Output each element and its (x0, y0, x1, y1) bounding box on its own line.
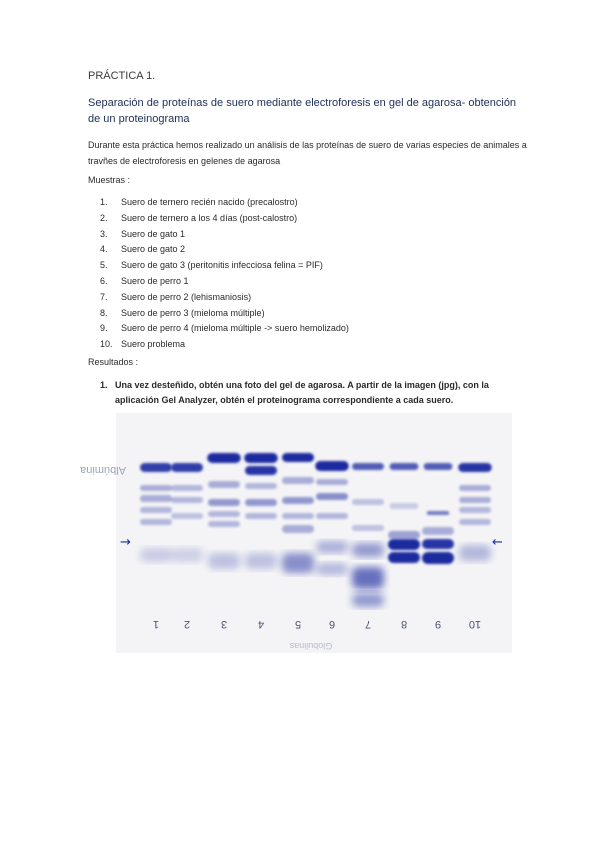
gel-band (422, 527, 454, 535)
gel-band (140, 485, 172, 491)
list-item-number: 1. (100, 197, 108, 207)
gel-band (459, 545, 491, 561)
gel-lane-label: 10 (468, 618, 482, 630)
gel-top-label: Albúmina (80, 464, 126, 476)
gel-band (388, 531, 420, 539)
gel-band (140, 548, 172, 562)
list-item-number: 3. (100, 228, 108, 239)
gel-band (315, 461, 349, 471)
list-item-text: Suero de gato 2 (121, 244, 186, 255)
gel-band (140, 519, 172, 525)
list-item-text: Suero de perro 3 (mieloma múltiple) (121, 307, 265, 318)
list-item (100, 258, 349, 274)
gel-band (245, 466, 277, 475)
gel-band (282, 525, 314, 533)
list-item (100, 306, 349, 322)
gel-band (282, 453, 314, 462)
list-item-number: 6. (100, 275, 108, 286)
list-item (100, 274, 349, 290)
gel-band (208, 511, 240, 517)
gel-band (316, 513, 348, 519)
gel-band (427, 511, 449, 515)
gel-band (282, 477, 314, 484)
list-item-text: Suero problema (121, 339, 186, 350)
list-item-text: Suero de gato 1 (121, 228, 186, 239)
gel-band (459, 507, 491, 513)
gel-lane-label: 8 (400, 618, 408, 630)
gel-band (245, 513, 277, 519)
gel-band (140, 495, 172, 502)
gel-band (459, 497, 491, 503)
gel-band (388, 539, 420, 550)
gel-bottom-label: Globulinas (289, 641, 333, 651)
list-item-number: 9. (100, 323, 108, 334)
gel-lane-label: 5 (294, 618, 302, 630)
gel-band (390, 463, 419, 470)
right-marker-arrow: ← (492, 535, 503, 550)
task-text: Una vez desteñido, obtén una foto del gel de agarosa. A partir de la imagen (jpg), con la aplicación Gel Analyzer, obtén el proteinograma correspondiente a cada suero. (115, 380, 489, 405)
gel-band (316, 541, 348, 553)
task-item (100, 378, 510, 408)
gel-lane-label: 7 (364, 618, 372, 630)
gel-band (388, 552, 420, 563)
gel-band (352, 567, 384, 589)
list-item-number: 2. (100, 212, 108, 223)
gel-band (459, 485, 491, 491)
intro-paragraph: Durante esta práctica hemos realizado un análisis de las proteínas de suero de varias especies de animales a travñes de electroforesis en gelenes de agarosa (88, 140, 527, 166)
task-number: 1. (100, 380, 108, 390)
list-item (100, 321, 349, 337)
gel-band (282, 497, 314, 504)
gel-band (316, 563, 348, 575)
gel-lane-label: 9 (434, 618, 442, 630)
gel-band (171, 497, 203, 503)
list-item (100, 227, 349, 243)
gel-band (171, 485, 203, 491)
list-item-number: 4. (100, 244, 108, 255)
gel-band (459, 519, 491, 525)
samples-label: Muestras : (88, 175, 131, 185)
results-label: Resultados : (88, 357, 139, 367)
list-item (100, 195, 349, 211)
gel-band (171, 513, 203, 519)
gel-band (352, 463, 384, 470)
sample-list (100, 195, 349, 353)
gel-band (208, 499, 240, 506)
list-item-text: Suero de gato 3 (peritonitis infecciosa felina = PIF) (121, 260, 323, 271)
gel-band (208, 481, 240, 488)
list-item-text: Suero de perro 1 (121, 275, 189, 286)
gel-band (352, 593, 384, 607)
gel-band (245, 499, 277, 506)
document-subtitle: Separación de proteínas de suero mediante electroforesis en gel de agarosa- obtención de un proteinograma (88, 97, 517, 125)
gel-lane-label: 3 (220, 618, 228, 630)
list-item-text: Suero de perro 4 (mieloma múltiple -> suero hemolizado) (121, 323, 349, 334)
gel-lane-label: 6 (328, 618, 336, 630)
left-marker-arrow: → (120, 535, 131, 550)
gel-lane-label: 2 (183, 618, 191, 630)
list-item-text: Suero de ternero a los 4 días (post-calostro) (121, 212, 298, 223)
list-item-number: 8. (100, 307, 108, 318)
gel-band (316, 493, 348, 500)
list-item-text: Suero de perro 2 (lehismaniosis) (121, 291, 252, 302)
gel-band (352, 499, 384, 505)
gel-band (171, 548, 203, 562)
gel-band (282, 553, 314, 573)
gel-band (140, 507, 172, 513)
gel-band (458, 463, 492, 472)
gel-band (422, 539, 454, 549)
list-item-number: 5. (100, 260, 108, 271)
list-item-number: 7. (100, 291, 108, 302)
gel-band (422, 552, 454, 564)
gel-band (245, 553, 277, 569)
gel-band (424, 463, 453, 470)
gel-lane-label: 4 (257, 618, 265, 630)
gel-band (352, 543, 384, 557)
gel-band (245, 483, 277, 489)
gel-band (316, 479, 348, 485)
gel-band (244, 453, 278, 463)
gel-band (208, 553, 240, 569)
gel-band (390, 503, 419, 509)
gel-band (207, 453, 241, 463)
gel-band (171, 463, 203, 472)
gel-band (208, 521, 240, 527)
gel-photo (80, 413, 512, 653)
list-item (100, 290, 349, 306)
list-item-text: Suero de ternero recién nacido (precalostro) (121, 197, 298, 207)
practice-title: PRÁCTICA 1. (88, 70, 156, 82)
gel-image (80, 413, 512, 653)
gel-band (140, 463, 172, 472)
gel-band (352, 525, 384, 531)
list-item (100, 242, 349, 258)
list-item (100, 337, 349, 353)
list-item (100, 211, 349, 227)
gel-band (282, 513, 314, 519)
list-item-number: 10. (100, 339, 113, 350)
gel-lane-label: 1 (152, 618, 160, 630)
